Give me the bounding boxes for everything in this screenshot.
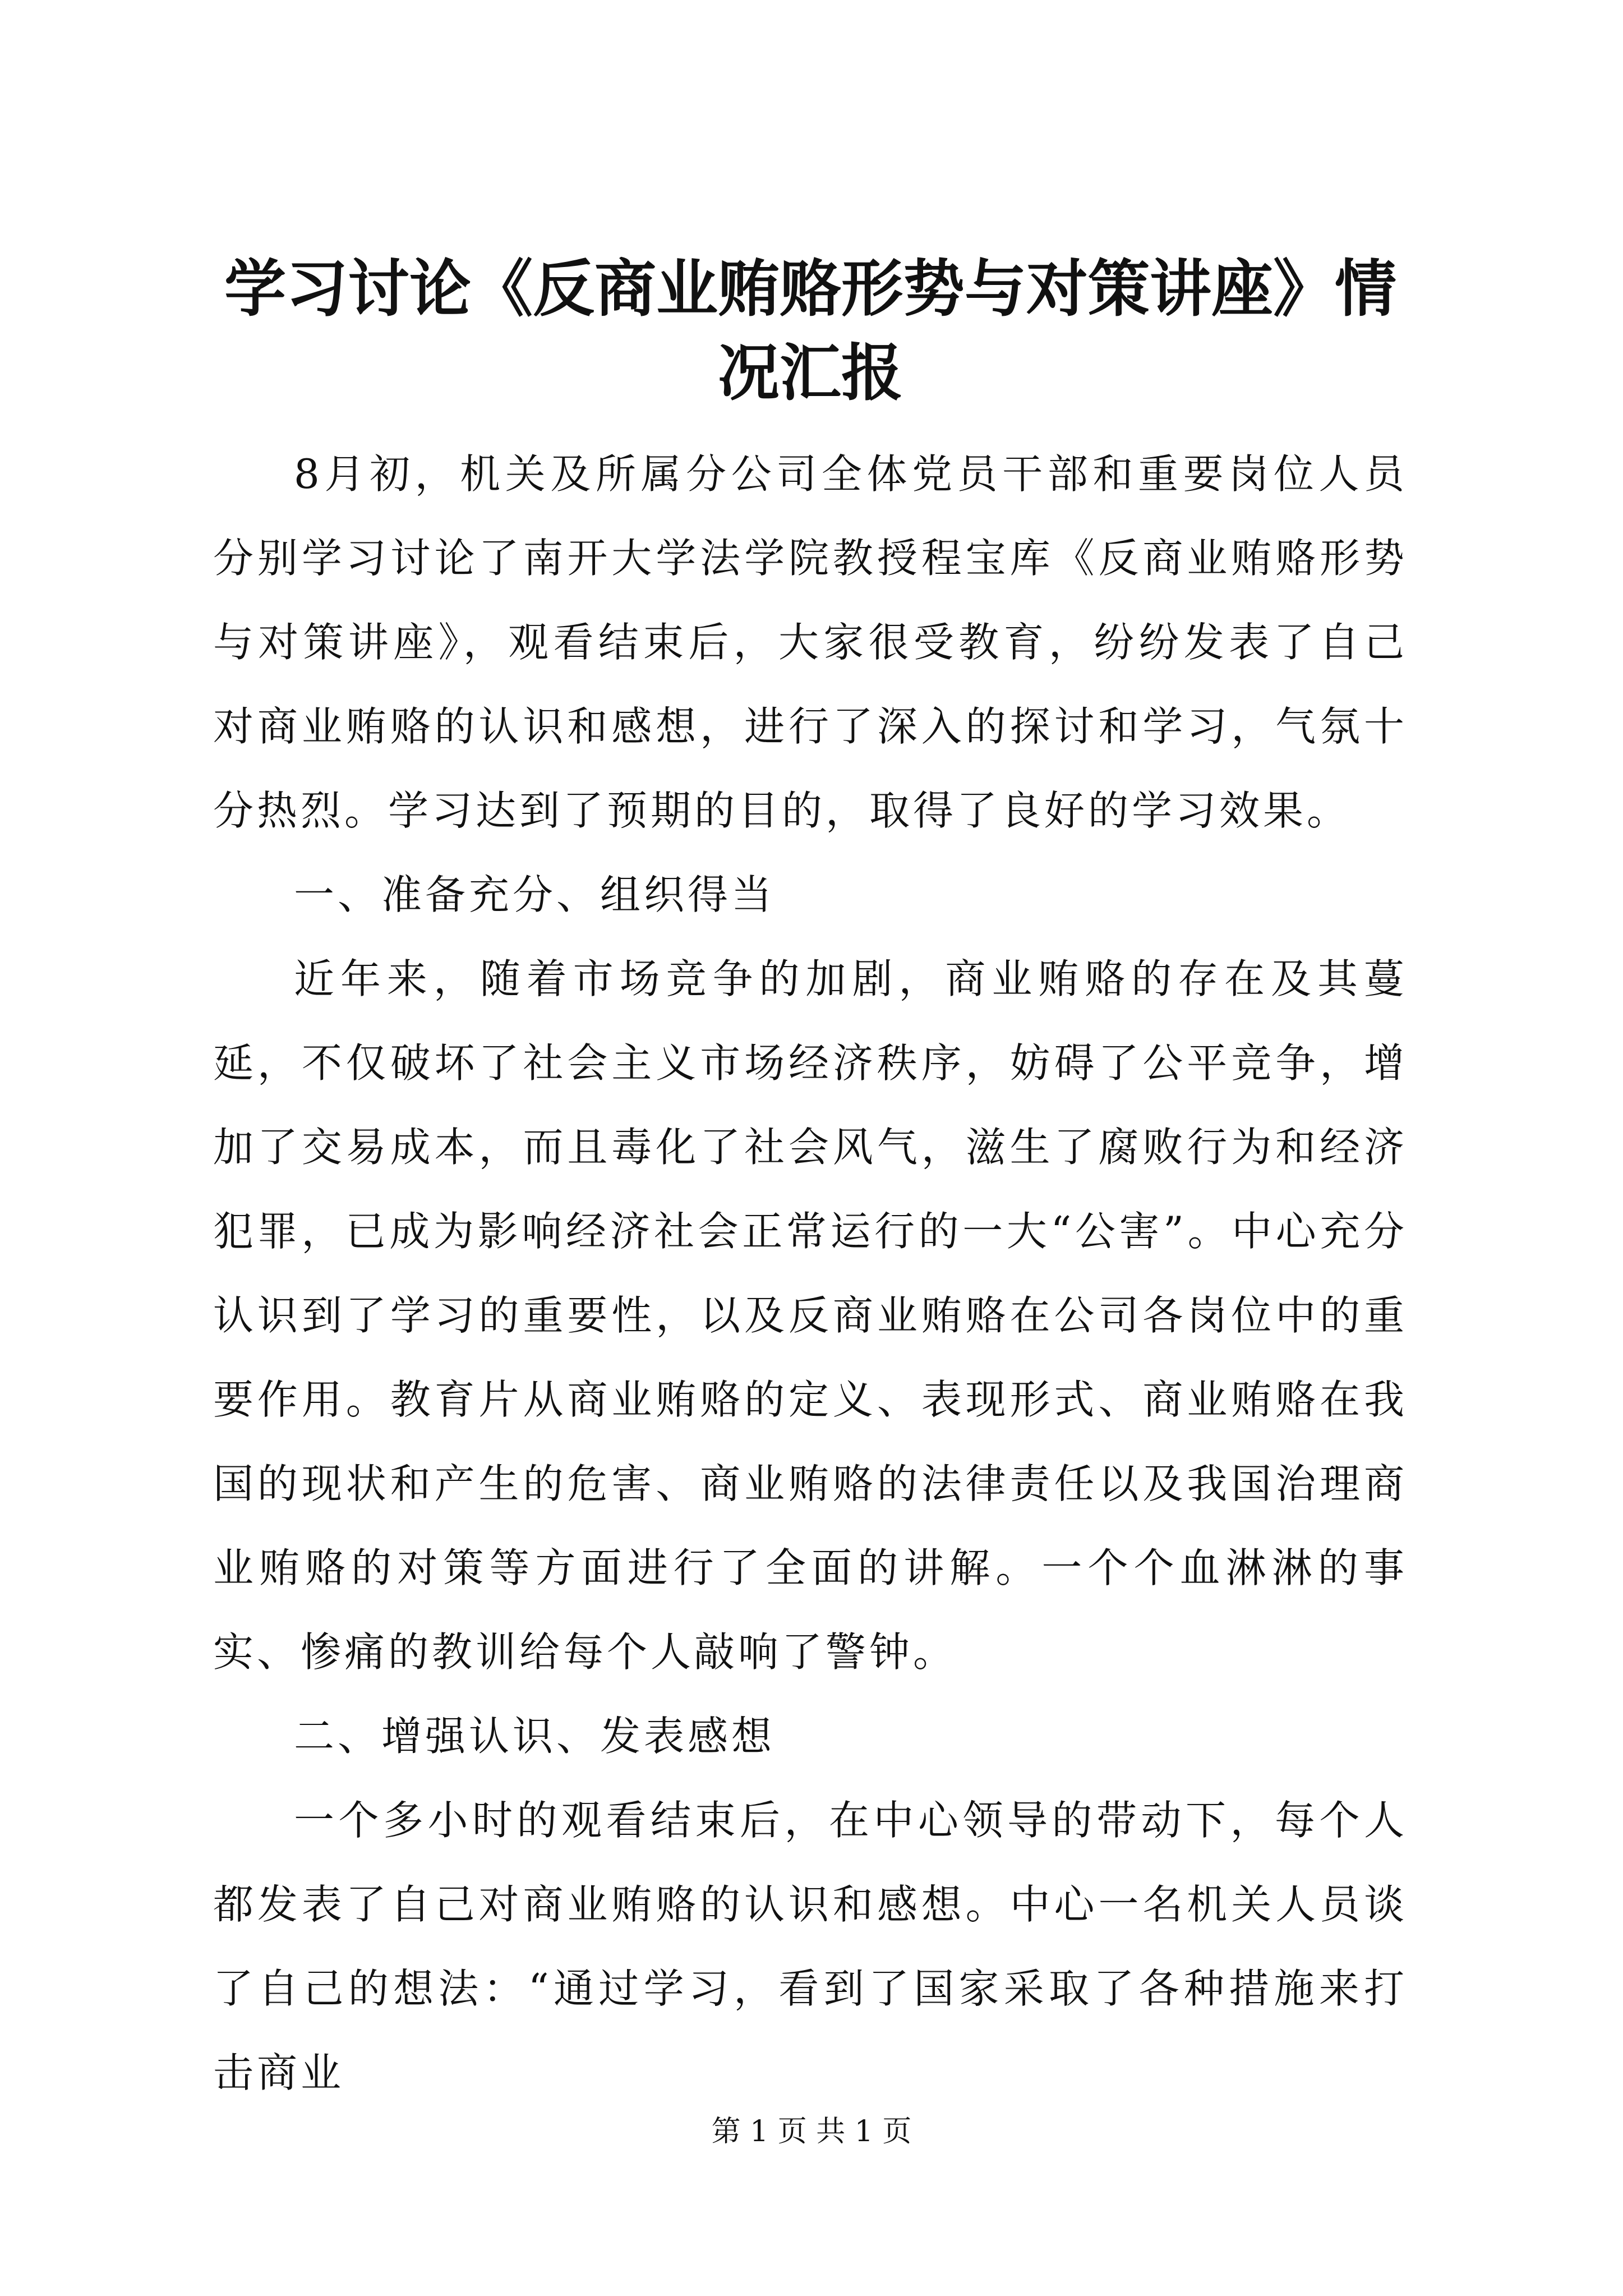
document-body [213, 432, 1408, 2115]
section-heading-1: 一、准备充分、组织得当 [294, 871, 776, 918]
paragraph-intro: 8月初，机关及所属分公司全体党员干部和重要岗位人员分别学习讨论了南开大学法学院教授程宝库《反商业贿赂形势与对策讲座》，观看结束后，大家很受教育，纷纷发表了自己对商业贿赂的认识和感想，进行了深入的探讨和学习，气氛十分热烈。学习达到了预期的目的，取得了良好的学习效果。 [213, 450, 1408, 834]
document-title: 学习讨论《反商业贿赂形势与对策讲座》情况汇报 [224, 252, 1396, 409]
page-footer: 第 1 页 共 1 页 [711, 2115, 912, 2148]
paragraph-section-1: 近年来，随着市场竞争的加剧，商业贿赂的存在及其蔓延，不仅破坏了社会主义市场经济秩序，妨碍了公平竞争，增加了交易成本，而且毒化了社会风气，滋生了腐败行为和经济犯罪，已成为影响经济社会正常运行的一大“公害”。中心充分认识到了学习的重要性，以及反商业贿赂在公司各岗位中的重要作用。教育片从商业贿赂的定义、表现形式、商业贿赂在我国的现状和产生的危害、商业贿赂的法律责任以及我国治理商业贿赂的对策等方面进行了全面的讲解。一个个血淋淋的事实、惨痛的教训给每个人敲响了警钟。 [213, 955, 1408, 1676]
section-heading-2: 二、增强认识、发表感想 [294, 1713, 776, 1760]
paragraph-section-2: 一个多小时的观看结束后，在中心领导的带动下，每个人都发表了自己对商业贿赂的认识和感想。中心一名机关人员谈了自己的想法：“通过学习，看到了国家采取了各种措施来打击商业 [213, 1797, 1408, 2096]
